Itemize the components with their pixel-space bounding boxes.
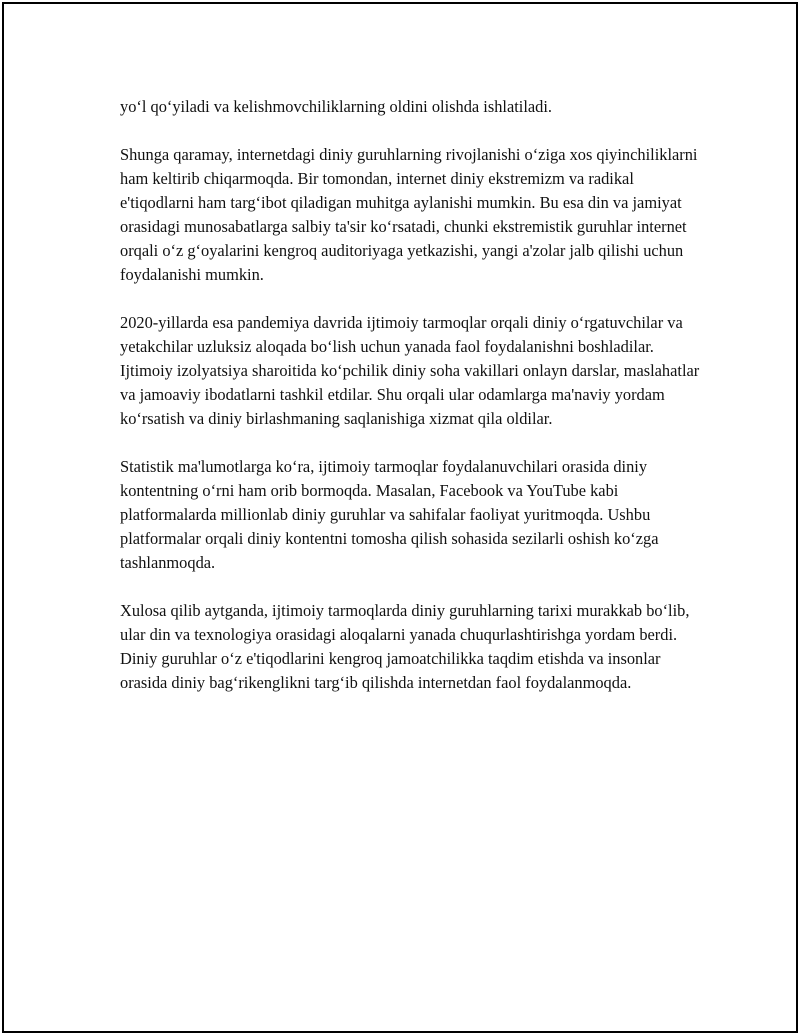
paragraph-5: Xulosa qilib aytganda, ijtimoiy tarmoqlarda diniy guruhlarning tarixi murakkab bo‘lib, ular din va texnologiya orasidagi aloqalarni yanada chuqurlashtirishga yordam berdi. Diniy guruhlar o‘z e'tiqodlarini kengroq jamoatchilikka taqdim etishda va insonlar orasida diniy bag‘rikenglikni targ‘ib qilishda internetdan faol foydalanmoqda. xyxy=(120,601,690,692)
paragraph-2: Shunga qaramay, internetdagi diniy guruhlarning rivojlanishi o‘ziga xos qiyinchiliklarni ham keltirib chiqarmoqda. Bir tomondan, internet diniy ekstremizm va radikal e'tiqodlarni ham targ‘ibot qiladigan muhitga aylanishi mumkin. Bu esa din va jamiyat orasidagi munosabatlarga salbiy ta'sir ko‘rsatadi, chunki ekstremistik guruhlar internet orqali o‘z g‘oyalarini kengroq auditoriyaga yetkazishi, yangi a'zolar jalb qilishi uchun foydalanishi mumkin. xyxy=(120,145,698,284)
paragraph-3: 2020-yillarda esa pandemiya davrida ijtimoiy tarmoqlar orqali diniy o‘rgatuvchilar va yetakchilar uzluksiz aloqada bo‘lish uchun yanada faol foydalanishni boshladilar. Ijtimoiy izolyatsiya sharoitida ko‘pchilik diniy soha vakillari onlayn darslar, maslahatlar va jamoaviy ibodatlarni tashkil etdilar. Shu orqali ular odamlarga ma'naviy yordam ko‘rsatish va diniy birlashmaning saqlanishiga xizmat qila oldilar. xyxy=(120,313,700,428)
page-frame xyxy=(2,2,798,1033)
paragraph-1: yo‘l qo‘yiladi va kelishmovchiliklarning oldini olishda ishlatiladi. xyxy=(120,97,553,116)
paragraph-4: Statistik ma'lumotlarga ko‘ra, ijtimoiy tarmoqlar foydalanuvchilari orasida diniy kontentning o‘rni ham orib bormoqda. Masalan, Facebook va YouTube kabi platformalarda millionlab diniy guruhlar va sahifalar faoliyat yuritmoqda. Ushbu platformalar orqali diniy kontentni tomosha qilish sohasida sezilarli oshish ko‘zga tashlanmoqda. xyxy=(120,457,659,572)
document-body xyxy=(120,95,700,719)
